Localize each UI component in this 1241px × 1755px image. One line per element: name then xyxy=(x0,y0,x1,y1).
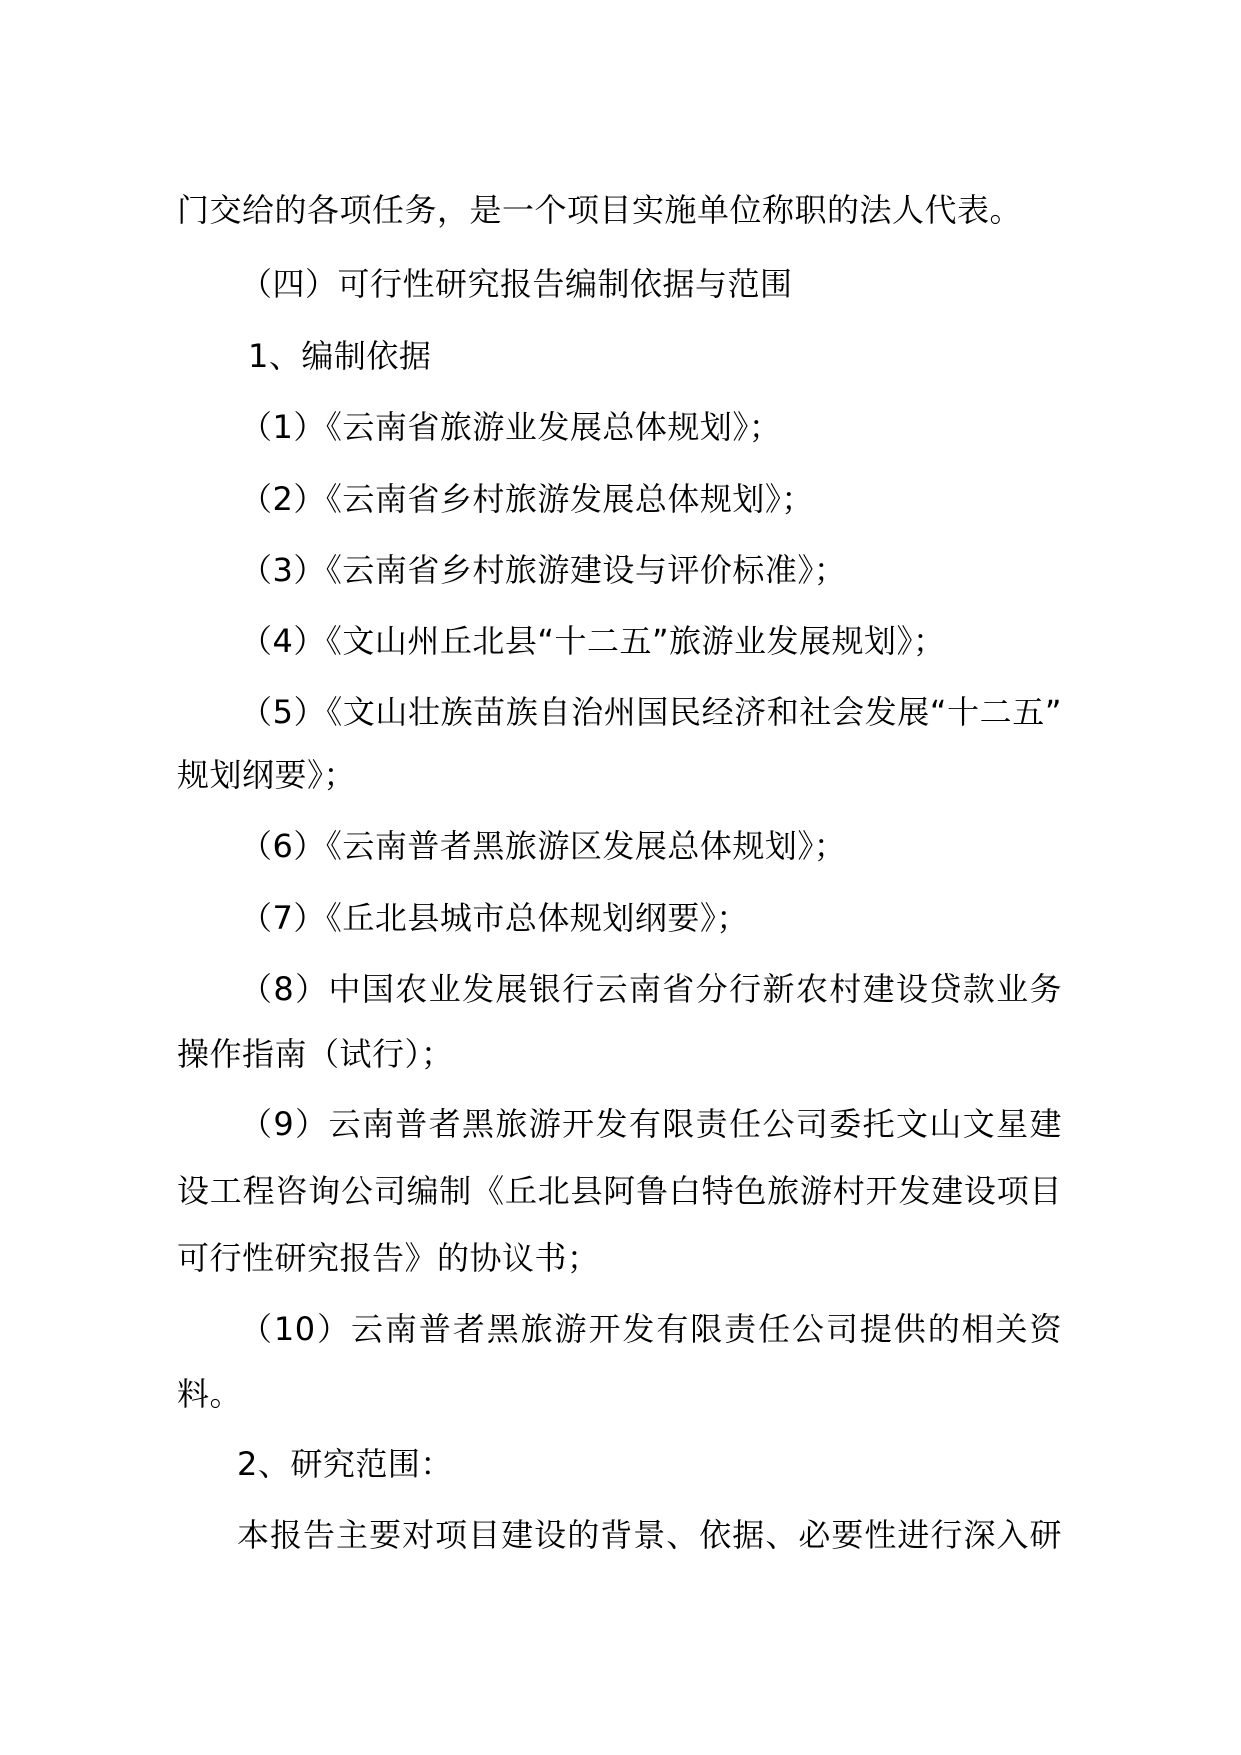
list-item-continuation: 操作指南（试行）； xyxy=(177,1035,454,1073)
section-heading: （四）可行性研究报告编制依据与范围 xyxy=(240,265,793,303)
list-item: （8）中国农业发展银行云南省分行新农村建设贷款业务 xyxy=(240,970,1062,1008)
list-item: （9）云南普者黑旅游开发有限责任公司委托文山文星建 xyxy=(240,1105,1062,1143)
list-item: （2）《云南省乡村旅游发展总体规划》； xyxy=(240,480,814,518)
list-item-continuation: 规划纲要》； xyxy=(177,756,357,794)
paragraph-line: 门交给的各项任务，是一个项目实施单位称职的法人代表。 xyxy=(177,191,1023,229)
list-item: （1）《云南省旅游业发展总体规划》； xyxy=(240,408,782,446)
list-item-continuation: 设工程咨询公司编制《丘北县阿鲁白特色旅游村开发建设项目 xyxy=(177,1172,1062,1210)
list-item-continuation: 料。 xyxy=(177,1375,243,1413)
list-item-continuation: 可行性研究报告》的协议书； xyxy=(177,1239,600,1277)
list-item: （10）云南普者黑旅游开发有限责任公司提供的相关资 xyxy=(240,1310,1062,1348)
list-item: （3）《云南省乡村旅游建设与评价标准》； xyxy=(240,551,847,589)
list-item: （7）《丘北县城市总体规划纲要》； xyxy=(240,899,749,937)
paragraph-line: 本报告主要对项目建设的背景、依据、必要性进行深入研 xyxy=(237,1516,1062,1554)
subsection-heading: 2、研究范围： xyxy=(237,1445,453,1483)
subsection-heading: 1、编制依据 xyxy=(248,337,432,375)
list-item: （6）《云南普者黑旅游区发展总体规划》； xyxy=(240,827,847,865)
list-item: （5）《文山壮族苗族自治州国民经济和社会发展“十二五” xyxy=(240,693,1062,731)
list-item: （4）《文山州丘北县“十二五”旅游业发展规划》； xyxy=(240,622,946,660)
